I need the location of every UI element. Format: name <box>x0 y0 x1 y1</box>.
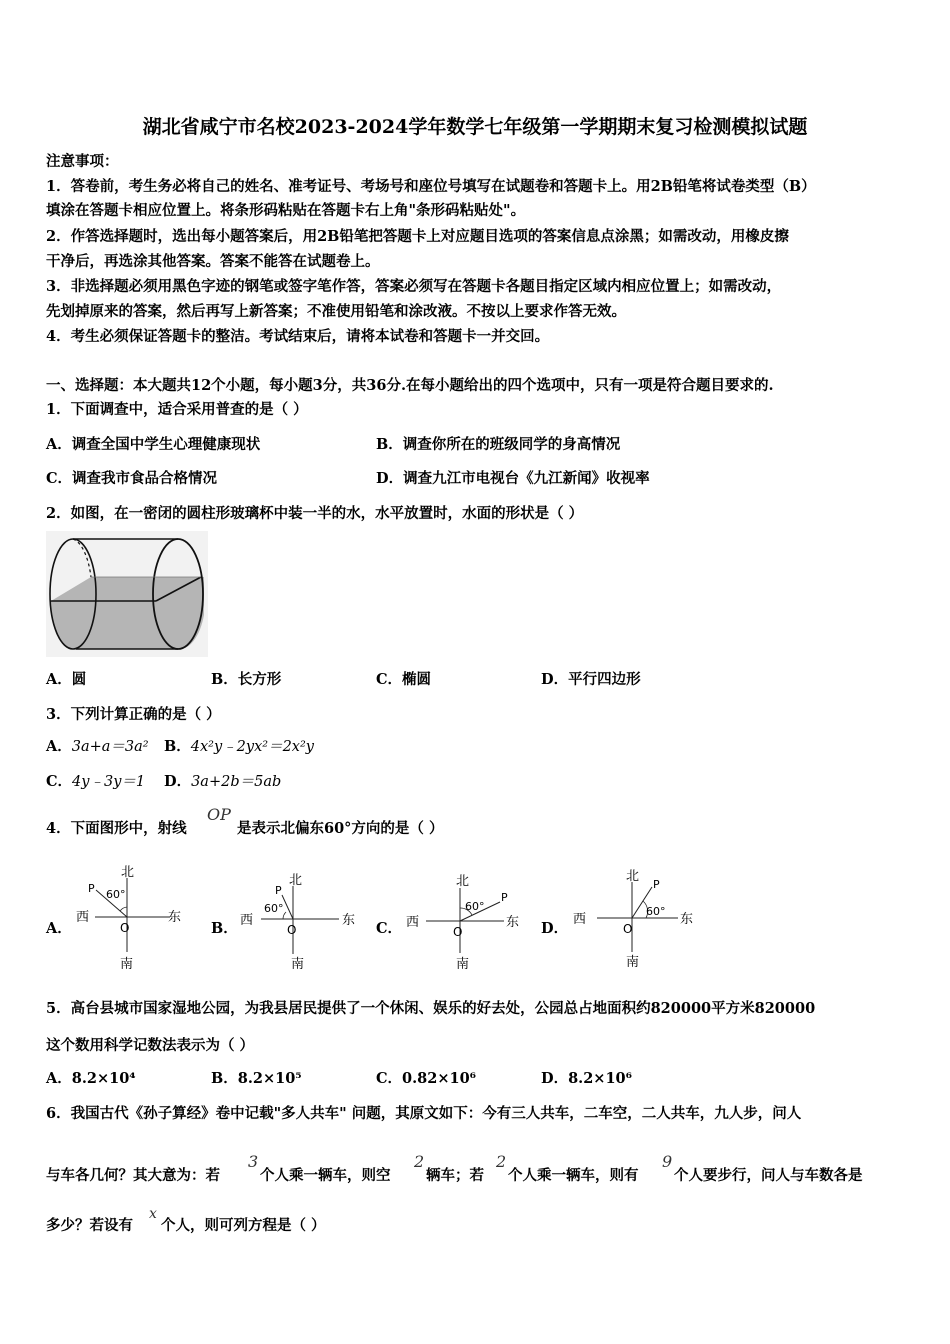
point-p-label: P <box>275 884 282 897</box>
q3-option-b-label: B． <box>164 738 191 755</box>
question-6-text: 个人要步行，问人与车数各是 <box>674 1167 863 1184</box>
section-heading: 一、选择题：本大题共12个小题，每小题3分，共36分.在每小题给出的四个选项中，只有一项是符合题目要求的. <box>46 377 774 394</box>
q5-option-d: D．8.2×10⁶ <box>541 1070 632 1087</box>
east-label: 东 <box>506 915 520 930</box>
page-title: 湖北省咸宁市名校2023-2024学年数学七年级第一学期期末复习检测模拟试题 <box>142 116 808 138</box>
q4-compass-b <box>236 868 361 973</box>
q1-option-a: A．调查全国中学生心理健康现状 <box>46 436 261 453</box>
origin-label: O <box>623 922 633 936</box>
point-p-label: P <box>653 878 660 891</box>
notice-line: 1．答卷前，考生务必将自己的姓名、准考证号、考场号和座位号填写在试题卷和答题卡上。用2B铅笔将试卷类型（B） <box>46 178 816 195</box>
question-3-stem: 3．下列计算正确的是（ ） <box>46 706 221 723</box>
question-5-line: 这个数用科学记数法表示为（ ） <box>46 1037 255 1054</box>
point-p-label: P <box>501 891 508 904</box>
q4-compass-a <box>70 860 195 970</box>
q3-option-a-label: A． <box>46 738 72 755</box>
west-label: 西 <box>240 913 254 928</box>
west-label: 西 <box>573 912 587 927</box>
angle-label: 60° <box>646 905 666 918</box>
question-6-text: 与车各几何？其大意为：若 <box>46 1167 220 1184</box>
number-var: 9 <box>662 1152 673 1171</box>
q3-option-d-expr: 3a+2b＝5ab <box>191 774 282 790</box>
angle-label: 60° <box>264 902 284 915</box>
notice-line: 先划掉原来的答案，然后再写上新答案；不准使用铅笔和涂改液。不按以上要求作答无效。 <box>46 303 626 320</box>
south-label: 南 <box>120 957 134 970</box>
x-var: x <box>149 1206 157 1222</box>
notice-line: 2．作答选择题时，选出每小题答案后，用2B铅笔把答题卡上对应题目选项的答案信息点涂黑；如需改动，用橡皮擦 <box>46 228 789 245</box>
angle-label: 60° <box>106 888 126 901</box>
east-label: 东 <box>680 912 694 927</box>
west-label: 西 <box>406 915 420 930</box>
east-label: 东 <box>342 913 356 928</box>
q3-option-a <box>46 737 149 757</box>
point-p-label: P <box>88 882 95 895</box>
q4-option-b-label: B． <box>211 920 238 937</box>
q3-option-c-label: C． <box>46 773 73 790</box>
number-var: 2 <box>414 1152 425 1171</box>
q3-option-b-expr: 4x²y﹣2yx²＝2x²y <box>190 739 314 755</box>
q3-option-a-expr: 3a+a＝3a² <box>71 739 149 755</box>
q2-option-b: B．长方形 <box>211 671 282 688</box>
q3-option-d <box>164 772 281 792</box>
q4-compass-d <box>570 862 700 972</box>
q2-option-d: D．平行四边形 <box>541 671 641 688</box>
number-var: 2 <box>496 1152 507 1171</box>
q5-option-b: B．8.2×10⁵ <box>211 1070 302 1087</box>
q2-option-c: C．椭圆 <box>376 671 432 688</box>
q4-option-c-label: C． <box>376 920 403 937</box>
cylinder-figure <box>46 531 208 657</box>
q3-option-c <box>46 772 145 792</box>
q2-option-a: A．圆 <box>46 671 87 688</box>
q3-option-b <box>164 737 314 757</box>
number-var: 3 <box>248 1152 259 1171</box>
q5-option-c: C．0.82×10⁶ <box>376 1070 477 1087</box>
ray-op-var: OP <box>207 805 231 824</box>
south-label: 南 <box>291 957 305 972</box>
north-label: 北 <box>626 869 640 884</box>
question-2-stem: 2．如图，在一密闭的圆柱形玻璃杯中装一半的水，水平放置时，水面的形状是（ ） <box>46 505 584 522</box>
notice-line: 干净后，再选涂其他答案。答案不能答在试题卷上。 <box>46 253 380 270</box>
origin-label: O <box>120 921 130 935</box>
question-4-stem-pre: 4．下面图形中，射线 <box>46 820 187 837</box>
question-6-text: 个人乘一辆车，则空 <box>260 1167 391 1184</box>
question-6-text: 个人乘一辆车，则有 <box>508 1167 639 1184</box>
q3-option-c-expr: 4y﹣3y＝1 <box>72 774 146 790</box>
q4-compass-c <box>402 868 527 973</box>
notice-line: 4．考生必须保证答题卡的整洁。考试结束后，请将本试卷和答题卡一并交回。 <box>46 328 550 345</box>
notice-line: 3．非选择题必须用黑色字迹的钢笔或签字笔作答，答案必须写在答题卡各题目指定区域内相应位置上；如需改动， <box>46 278 782 295</box>
notice-line: 填涂在答题卡相应位置上。将条形码粘贴在答题卡右上角"条形码粘贴处"。 <box>46 202 526 219</box>
question-5-line: 5．高台县城市国家湿地公园，为我县居民提供了一个休闲、娱乐的好去处，公园总占地面积约820000平方米820000 <box>46 1000 816 1017</box>
q5-option-a: A．8.2×10⁴ <box>46 1070 136 1087</box>
question-6-text: 辆车；若 <box>426 1167 484 1184</box>
north-label: 北 <box>289 873 303 888</box>
q1-option-b: B．调查你所在的班级同学的身高情况 <box>376 436 621 453</box>
angle-label: 60° <box>465 900 485 913</box>
question-6-text: 多少？若设有 <box>46 1217 133 1234</box>
q1-option-d: D．调查九江市电视台《九江新闻》收视率 <box>376 470 650 487</box>
north-label: 北 <box>121 865 135 880</box>
south-label: 南 <box>626 955 640 970</box>
q4-option-a-label: A． <box>46 920 72 937</box>
question-4-stem-post: 是表示北偏东60°方向的是（ ） <box>237 820 444 837</box>
question-1-stem: 1．下面调查中，适合采用普查的是（ ） <box>46 401 308 418</box>
origin-label: O <box>287 923 297 937</box>
east-label: 东 <box>168 910 182 925</box>
question-6-text: 个人，则可列方程是（ ） <box>161 1217 326 1234</box>
north-label: 北 <box>456 874 470 889</box>
q1-option-c: C．调查我市食品合格情况 <box>46 470 218 487</box>
west-label: 西 <box>76 910 90 925</box>
notice-heading: 注意事项： <box>46 153 119 170</box>
south-label: 南 <box>456 957 470 972</box>
question-6-line: 6．我国古代《孙子算经》卷中记载"多人共车" 问题，其原文如下：今有三人共车，二车空，二人共车，九人步，问人 <box>46 1105 802 1122</box>
q4-option-d-label: D． <box>541 920 569 937</box>
q3-option-d-label: D． <box>164 773 192 790</box>
origin-label: O <box>453 925 463 939</box>
